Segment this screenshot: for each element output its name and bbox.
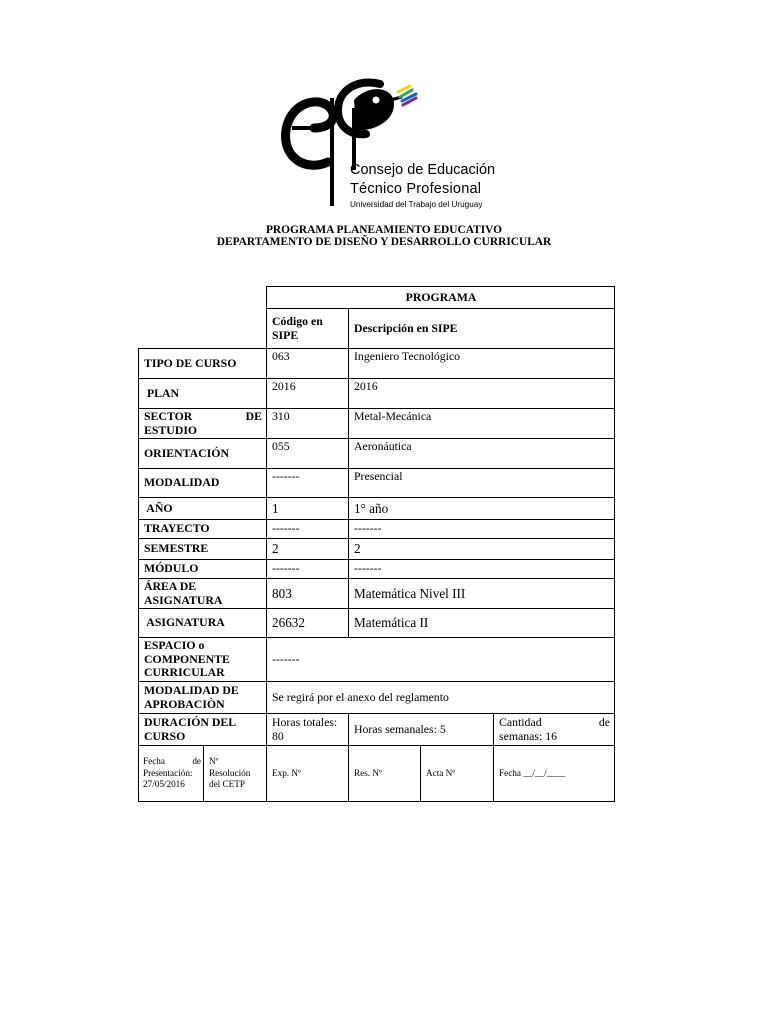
row-label-sector (139, 409, 267, 439)
row-value: ------- (267, 638, 615, 682)
header-line-1: PROGRAMA PLANEAMIENTO EDUCATIVO (265, 224, 503, 236)
table-row (139, 287, 615, 309)
table-row (139, 539, 615, 560)
row-label: PLAN (139, 379, 267, 409)
row-label: ESPACIO o COMPONENTE CURRICULAR (139, 638, 267, 682)
row-code: 26632 (267, 609, 349, 638)
row-label: ORIENTACIÓN (139, 439, 267, 469)
horas-totales: Horas totales: 80 (267, 714, 349, 746)
row-code: 2016 (267, 379, 349, 409)
row-desc: Metal-Mecánica (349, 409, 615, 439)
table-title: PROGRAMA (267, 287, 615, 309)
row-desc: ------- (349, 560, 615, 579)
row-desc: Ingeniero Tecnológico (349, 349, 615, 379)
row-code: 063 (267, 349, 349, 379)
row-label: ÁREA DE ASIGNATURA (139, 579, 267, 609)
row-value: Se regirá por el anexo del reglamento (267, 682, 615, 714)
row-desc: Aeronáutica (349, 439, 615, 469)
fecha-presentacion (139, 746, 204, 802)
row-label: SECTOR (144, 409, 193, 423)
row-label: MÓDULO (139, 560, 267, 579)
row-label: AÑO (139, 498, 267, 520)
cantidad-semanas (494, 714, 615, 746)
fecha-label: Presentación: (143, 767, 193, 778)
cantidad-value: semanas: 16 (499, 728, 557, 743)
row-code: ------- (267, 469, 349, 498)
logo-line-2: Técnico Profesional (350, 181, 482, 197)
table-row (139, 609, 615, 638)
row-code: ------- (267, 560, 349, 579)
row-desc: Matemática II (349, 609, 615, 638)
row-label: MODALIDAD DE APROBACIÒN (139, 682, 267, 714)
horas-semanales: Horas semanales: 5 (349, 714, 494, 746)
header-line-2: DEPARTAMENTO DE DISEÑO Y DESARROLLO CURRICULAR (216, 236, 552, 248)
table-row (139, 498, 615, 520)
row-label: ESTUDIO (144, 422, 198, 437)
fecha-value: 27/05/2016 (143, 779, 185, 790)
fecha-label: Fecha (143, 756, 165, 767)
cetp-logo (276, 70, 496, 210)
resolucion-cetp: Nº Resolución del CETP (204, 746, 267, 802)
res-field: Res. Nº (349, 746, 421, 802)
row-desc: Matemática Nivel III (349, 579, 615, 609)
row-label: SEMESTRE (139, 539, 267, 560)
row-label: ASIGNATURA (139, 609, 267, 638)
exp-field: Exp. Nº (267, 746, 349, 802)
table-row (139, 520, 615, 539)
row-code: 2 (267, 539, 349, 560)
table-row (139, 469, 615, 498)
cantidad-label: Cantidad de (499, 715, 611, 729)
row-code: ------- (267, 520, 349, 539)
table-row (139, 560, 615, 579)
row-desc: 2016 (349, 379, 615, 409)
table-row (139, 439, 615, 469)
table-row-footer (139, 746, 615, 802)
fecha-field: Fecha __/__/____ (494, 746, 615, 802)
row-code: 803 (267, 579, 349, 609)
table-row (139, 638, 615, 682)
table-row (139, 409, 615, 439)
row-code: 310 (267, 409, 349, 439)
table-row (139, 379, 615, 409)
logo-line-1: Consejo de Educación (350, 162, 496, 178)
acta-field: Acta Nº (421, 746, 494, 802)
row-label: TIPO DE CURSO (139, 349, 267, 379)
row-label: DE (245, 409, 262, 423)
row-desc: ------- (349, 520, 615, 539)
col-header-code: Código en SIPE (267, 309, 349, 349)
row-desc: 1° año (349, 498, 615, 520)
row-label: MODALIDAD (139, 469, 267, 498)
col-header-desc: Descripción en SIPE (349, 309, 615, 349)
row-desc: Presencial (349, 469, 615, 498)
row-desc: 2 (349, 539, 615, 560)
row-code: 1 (267, 498, 349, 520)
table-row (139, 714, 615, 746)
table-row (139, 349, 615, 379)
row-code: 055 (267, 439, 349, 469)
program-table (138, 286, 615, 802)
table-row (139, 309, 615, 349)
table-row (139, 682, 615, 714)
table-row (139, 579, 615, 609)
fecha-label: de (192, 756, 201, 767)
logo-line-3: Universidad del Trabajo del Uruguay (350, 200, 483, 209)
row-label: DURACIÓN DEL CURSO (139, 714, 267, 746)
row-label: TRAYECTO (139, 520, 267, 539)
